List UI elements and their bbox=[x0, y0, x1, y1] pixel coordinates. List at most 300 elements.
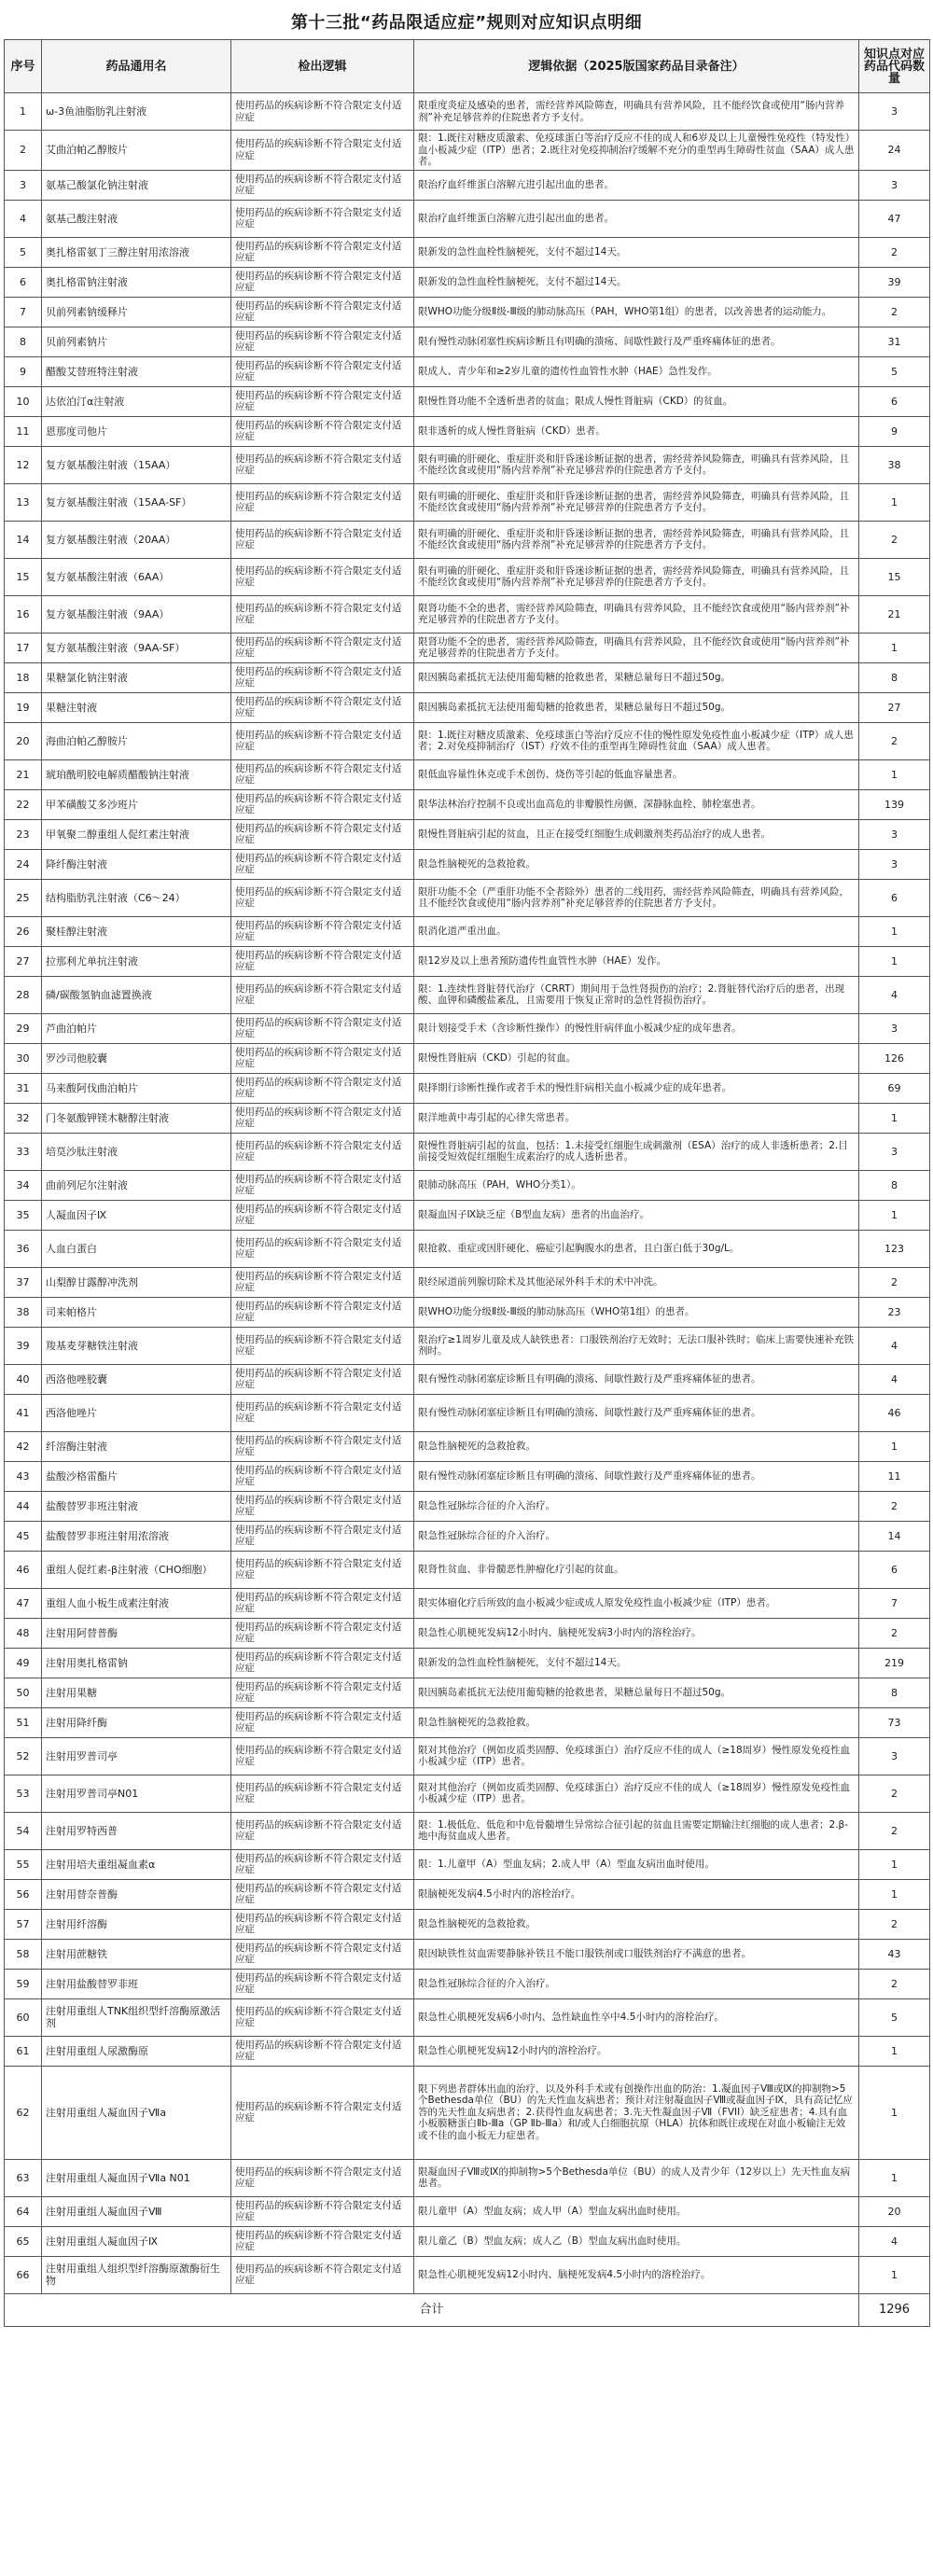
cell-seq: 64 bbox=[5, 2196, 42, 2226]
cell-basis: 限急性冠脉综合征的介入治疗。 bbox=[414, 1521, 859, 1551]
cell-drug-name: 山梨醇甘露醇冲洗剂 bbox=[42, 1267, 231, 1297]
cell-drug-name: 注射用重组人凝血因子Ⅶa bbox=[42, 2066, 231, 2159]
cell-logic: 使用药品的疾病诊断不符合限定支付适应症 bbox=[231, 297, 414, 327]
cell-drug-name: 氨基己酸注射液 bbox=[42, 200, 231, 237]
cell-basis: 限凝血因子Ⅸ缺乏症（B型血友病）患者的出血治疗。 bbox=[414, 1200, 859, 1230]
cell-seq: 13 bbox=[5, 483, 42, 521]
cell-count: 1 bbox=[859, 1200, 930, 1230]
table-row bbox=[5, 1073, 930, 1103]
cell-logic: 使用药品的疾病诊断不符合限定支付适应症 bbox=[231, 1879, 414, 1909]
cell-logic: 使用药品的疾病诊断不符合限定支付适应症 bbox=[231, 916, 414, 946]
cell-seq: 24 bbox=[5, 849, 42, 879]
cell-basis: 限洋地黄中毒引起的心律失常患者。 bbox=[414, 1103, 859, 1133]
cell-drug-name: 恩那度司他片 bbox=[42, 416, 231, 446]
cell-seq: 43 bbox=[5, 1461, 42, 1491]
cell-count: 3 bbox=[859, 1013, 930, 1043]
table-row bbox=[5, 131, 930, 171]
cell-count: 1 bbox=[859, 946, 930, 976]
cell-drug-name: 芦曲泊帕片 bbox=[42, 1013, 231, 1043]
cell-logic: 使用药品的疾病诊断不符合限定支付适应症 bbox=[231, 1812, 414, 1849]
table-row bbox=[5, 1588, 930, 1618]
cell-seq: 30 bbox=[5, 1043, 42, 1073]
total-row bbox=[5, 2293, 930, 2326]
table-row bbox=[5, 483, 930, 521]
cell-basis: 限治疗≥1周岁儿童及成人缺铁患者：口服铁剂治疗无效时；无法口服补铁时；临床上需要快速补充铁剂时。 bbox=[414, 1327, 859, 1364]
cell-basis: 限新发的急性血栓性脑梗死，支付不超过14天。 bbox=[414, 1648, 859, 1678]
table-row bbox=[5, 2066, 930, 2159]
cell-basis: 限急性心肌梗死发病12小时内、脑梗死发病4.5小时内的溶栓治疗。 bbox=[414, 2256, 859, 2293]
cell-seq: 40 bbox=[5, 1364, 42, 1394]
cell-basis: 限：1.极低危、低危和中危骨髓增生异常综合征引起的贫血且需要定期输注红细胞的成人患者；2.β-地中海贫血成人患者。 bbox=[414, 1812, 859, 1849]
cell-seq: 57 bbox=[5, 1909, 42, 1939]
cell-drug-name: 注射用纤溶酶 bbox=[42, 1909, 231, 1939]
cell-count: 9 bbox=[859, 416, 930, 446]
cell-count: 3 bbox=[859, 1133, 930, 1170]
table-row bbox=[5, 976, 930, 1013]
cell-count: 1 bbox=[859, 1103, 930, 1133]
cell-drug-name: 复方氨基酸注射液（20AA） bbox=[42, 521, 231, 558]
cell-drug-name: 盐酸替罗非班注射用浓溶液 bbox=[42, 1521, 231, 1551]
cell-seq: 37 bbox=[5, 1267, 42, 1297]
cell-seq: 29 bbox=[5, 1013, 42, 1043]
table-row bbox=[5, 297, 930, 327]
cell-basis: 限因胰岛素抵抗无法使用葡萄糖的抢救患者，果糖总量每日不超过50g。 bbox=[414, 692, 859, 722]
cell-seq: 47 bbox=[5, 1588, 42, 1618]
table-row bbox=[5, 1812, 930, 1849]
table-row bbox=[5, 1461, 930, 1491]
cell-seq: 32 bbox=[5, 1103, 42, 1133]
cell-seq: 14 bbox=[5, 521, 42, 558]
cell-drug-name: 达依泊汀α注射液 bbox=[42, 386, 231, 416]
cell-drug-name: 注射用降纤酶 bbox=[42, 1707, 231, 1737]
cell-count: 24 bbox=[859, 131, 930, 171]
cell-seq: 20 bbox=[5, 722, 42, 759]
cell-basis: 限WHO功能分级Ⅱ级-Ⅲ级的肺动脉高压（WHO第1组）的患者。 bbox=[414, 1297, 859, 1327]
cell-count: 5 bbox=[859, 356, 930, 386]
cell-count: 139 bbox=[859, 789, 930, 819]
cell-drug-name: 注射用阿替普酶 bbox=[42, 1618, 231, 1648]
table-row bbox=[5, 849, 930, 879]
table-row bbox=[5, 1707, 930, 1737]
cell-count: 4 bbox=[859, 1327, 930, 1364]
cell-drug-name: 重组人血小板生成素注射液 bbox=[42, 1588, 231, 1618]
cell-basis: 限慢性肾功能不全透析患者的贫血；限成人慢性肾脏病（CKD）的贫血。 bbox=[414, 386, 859, 416]
cell-drug-name: 海曲泊帕乙醇胺片 bbox=[42, 722, 231, 759]
cell-count: 15 bbox=[859, 558, 930, 595]
cell-drug-name: 甲苯磺酸艾多沙班片 bbox=[42, 789, 231, 819]
cell-drug-name: 马来酸阿伐曲泊帕片 bbox=[42, 1073, 231, 1103]
cell-drug-name: 复方氨基酸注射液（6AA） bbox=[42, 558, 231, 595]
cell-seq: 39 bbox=[5, 1327, 42, 1364]
cell-seq: 31 bbox=[5, 1073, 42, 1103]
cell-basis: 限：1.儿童甲（A）型血友病；2.成人甲（A）型血友病出血时使用。 bbox=[414, 1849, 859, 1879]
cell-logic: 使用药品的疾病诊断不符合限定支付适应症 bbox=[231, 1737, 414, 1775]
cell-count: 2 bbox=[859, 1969, 930, 1998]
cell-count: 69 bbox=[859, 1073, 930, 1103]
cell-logic: 使用药品的疾病诊断不符合限定支付适应症 bbox=[231, 2159, 414, 2196]
cell-count: 5 bbox=[859, 1998, 930, 2036]
cell-logic: 使用药品的疾病诊断不符合限定支付适应症 bbox=[231, 327, 414, 356]
cell-count: 1 bbox=[859, 2256, 930, 2293]
cell-seq: 3 bbox=[5, 170, 42, 200]
cell-basis: 限慢性肾脏病引起的贫血，包括：1.未接受红细胞生成刺激剂（ESA）治疗的成人非透析患者；2.目前接受短效促红细胞生成素治疗的成人透析患者。 bbox=[414, 1133, 859, 1170]
cell-logic: 使用药品的疾病诊断不符合限定支付适应症 bbox=[231, 416, 414, 446]
cell-seq: 53 bbox=[5, 1775, 42, 1812]
cell-logic: 使用药品的疾病诊断不符合限定支付适应症 bbox=[231, 1297, 414, 1327]
cell-logic: 使用药品的疾病诊断不符合限定支付适应症 bbox=[231, 1775, 414, 1812]
cell-drug-name: 注射用重组人凝血因子Ⅷ bbox=[42, 2196, 231, 2226]
cell-logic: 使用药品的疾病诊断不符合限定支付适应症 bbox=[231, 1170, 414, 1200]
table-row bbox=[5, 789, 930, 819]
cell-basis: 限：1.连续性肾脏替代治疗（CRRT）期间用于急性肾损伤的治疗；2.肾脏替代治疗后的患者，出现酸、血钾和磷酸盐紊乱，且需要用于恢复正常时的急性肾损伤治疗。 bbox=[414, 976, 859, 1013]
cell-basis: 限新发的急性血栓性脑梗死，支付不超过14天。 bbox=[414, 237, 859, 267]
cell-seq: 45 bbox=[5, 1521, 42, 1551]
table-row bbox=[5, 1431, 930, 1461]
cell-count: 1 bbox=[859, 2159, 930, 2196]
cell-seq: 7 bbox=[5, 297, 42, 327]
cell-drug-name: 琥珀酰明胶电解质醋酸钠注射液 bbox=[42, 759, 231, 789]
cell-basis: 限重度炎症及感染的患者，需经营养风险筛查，明确具有营养风险，且不能经饮食或使用“肠内营养剂”补充足够营养的住院患者方予支付。 bbox=[414, 93, 859, 131]
cell-basis: 限抢救、重症或因肝硬化、癌症引起胸腹水的患者，且白蛋白低于30g/L。 bbox=[414, 1230, 859, 1267]
cell-seq: 51 bbox=[5, 1707, 42, 1737]
cell-basis: 限治疗血纤维蛋白溶解亢进引起出血的患者。 bbox=[414, 170, 859, 200]
cell-basis: 限儿童甲（A）型血友病；成人甲（A）型血友病出血时使用。 bbox=[414, 2196, 859, 2226]
cell-count: 11 bbox=[859, 1461, 930, 1491]
cell-drug-name: 西洛他唑胶囊 bbox=[42, 1364, 231, 1394]
cell-seq: 33 bbox=[5, 1133, 42, 1170]
cell-drug-name: 门冬氨酸钾镁木糖醇注射液 bbox=[42, 1103, 231, 1133]
cell-logic: 使用药品的疾病诊断不符合限定支付适应症 bbox=[231, 1133, 414, 1170]
cell-drug-name: 注射用重组人凝血因子Ⅶa N01 bbox=[42, 2159, 231, 2196]
cell-basis: 限因胰岛素抵抗无法使用葡萄糖的抢救患者，果糖总量每日不超过50g。 bbox=[414, 662, 859, 692]
cell-basis: 限有明确的肝硬化、重症肝炎和肝昏迷诊断证据的患者，需经营养风险筛查，明确具有营养风险，且不能经饮食或使用“肠内营养剂”补充足够营养的住院患者方予支付。 bbox=[414, 521, 859, 558]
cell-drug-name: 注射用罗普司亭 bbox=[42, 1737, 231, 1775]
table-row bbox=[5, 1998, 930, 2036]
table-row bbox=[5, 819, 930, 849]
cell-count: 2 bbox=[859, 1909, 930, 1939]
cell-logic: 使用药品的疾病诊断不符合限定支付适应症 bbox=[231, 1364, 414, 1394]
cell-logic: 使用药品的疾病诊断不符合限定支付适应症 bbox=[231, 1707, 414, 1737]
cell-count: 4 bbox=[859, 1364, 930, 1394]
cell-count: 21 bbox=[859, 595, 930, 633]
cell-seq: 1 bbox=[5, 93, 42, 131]
cell-logic: 使用药品的疾病诊断不符合限定支付适应症 bbox=[231, 170, 414, 200]
cell-basis: 限成人、青少年和≥2岁儿童的遗传性血管性水肿（HAE）急性发作。 bbox=[414, 356, 859, 386]
cell-seq: 38 bbox=[5, 1297, 42, 1327]
cell-drug-name: 注射用培夫重组凝血素α bbox=[42, 1849, 231, 1879]
cell-seq: 10 bbox=[5, 386, 42, 416]
cell-count: 39 bbox=[859, 267, 930, 297]
cell-seq: 48 bbox=[5, 1618, 42, 1648]
table-row bbox=[5, 327, 930, 356]
cell-drug-name: 盐酸沙格雷酯片 bbox=[42, 1461, 231, 1491]
cell-drug-name: 磷/碳酸氢钠血滤置换液 bbox=[42, 976, 231, 1013]
cell-basis: 限经尿道前列腺切除术及其他泌尿外科手术的术中冲洗。 bbox=[414, 1267, 859, 1297]
cell-drug-name: 罗沙司他胶囊 bbox=[42, 1043, 231, 1073]
cell-drug-name: 果糖氯化钠注射液 bbox=[42, 662, 231, 692]
cell-logic: 使用药品的疾病诊断不符合限定支付适应症 bbox=[231, 2066, 414, 2159]
table-row bbox=[5, 1267, 930, 1297]
cell-logic: 使用药品的疾病诊断不符合限定支付适应症 bbox=[231, 1394, 414, 1431]
cell-basis: 限华法林治疗控制不良或出血高危的非瓣膜性房颤、深静脉血栓、肺栓塞患者。 bbox=[414, 789, 859, 819]
cell-count: 6 bbox=[859, 1551, 930, 1588]
cell-count: 2 bbox=[859, 521, 930, 558]
cell-logic: 使用药品的疾病诊断不符合限定支付适应症 bbox=[231, 1013, 414, 1043]
cell-logic: 使用药品的疾病诊断不符合限定支付适应症 bbox=[231, 976, 414, 1013]
cell-drug-name: 司来帕格片 bbox=[42, 1297, 231, 1327]
cell-count: 1 bbox=[859, 1879, 930, 1909]
cell-logic: 使用药品的疾病诊断不符合限定支付适应症 bbox=[231, 2226, 414, 2256]
cell-drug-name: 注射用重组人TNK组织型纤溶酶原激活剂 bbox=[42, 1998, 231, 2036]
cell-logic: 使用药品的疾病诊断不符合限定支付适应症 bbox=[231, 722, 414, 759]
cell-seq: 9 bbox=[5, 356, 42, 386]
cell-count: 4 bbox=[859, 976, 930, 1013]
cell-seq: 21 bbox=[5, 759, 42, 789]
cell-basis: 限儿童乙（B）型血友病；成人乙（B）型血友病出血时使用。 bbox=[414, 2226, 859, 2256]
cell-drug-name: 注射用罗特西普 bbox=[42, 1812, 231, 1849]
cell-count: 2 bbox=[859, 297, 930, 327]
table-row bbox=[5, 759, 930, 789]
table-row bbox=[5, 1043, 930, 1073]
cell-drug-name: 贝前列素钠片 bbox=[42, 327, 231, 356]
cell-basis: 限有慢性动脉闭塞性疾病诊断且有明确的溃疡、间歇性跛行及严重疼痛体征的患者。 bbox=[414, 327, 859, 356]
cell-count: 2 bbox=[859, 1775, 930, 1812]
cell-logic: 使用药品的疾病诊断不符合限定支付适应症 bbox=[231, 386, 414, 416]
cell-drug-name: 结构脂肪乳注射液（C6～24） bbox=[42, 879, 231, 916]
cell-logic: 使用药品的疾病诊断不符合限定支付适应症 bbox=[231, 267, 414, 297]
table-row bbox=[5, 946, 930, 976]
table-row bbox=[5, 1618, 930, 1648]
cell-logic: 使用药品的疾病诊断不符合限定支付适应症 bbox=[231, 237, 414, 267]
cell-seq: 22 bbox=[5, 789, 42, 819]
cell-seq: 50 bbox=[5, 1678, 42, 1707]
cell-drug-name: 复方氨基酸注射液（9AA） bbox=[42, 595, 231, 633]
cell-drug-name: 重组人促红素-β注射液（CHO细胞） bbox=[42, 1551, 231, 1588]
cell-basis: 限凝血因子Ⅷ或Ⅸ的抑制物>5个Bethesda单位（BU）的成人及青少年（12岁以上）先天性血友病患者。 bbox=[414, 2159, 859, 2196]
cell-count: 8 bbox=[859, 1170, 930, 1200]
cell-drug-name: 醋酸艾替班特注射液 bbox=[42, 356, 231, 386]
cell-count: 20 bbox=[859, 2196, 930, 2226]
cell-drug-name: 拉那利尤单抗注射液 bbox=[42, 946, 231, 976]
cell-basis: 限对其他治疗（例如皮质类固醇、免疫球蛋白）治疗反应不佳的成人（≥18周岁）慢性原发免疫性血小板减少症（ITP）患者。 bbox=[414, 1775, 859, 1812]
cell-logic: 使用药品的疾病诊断不符合限定支付适应症 bbox=[231, 1648, 414, 1678]
table-row bbox=[5, 1200, 930, 1230]
cell-logic: 使用药品的疾病诊断不符合限定支付适应症 bbox=[231, 1551, 414, 1588]
table-row bbox=[5, 170, 930, 200]
cell-seq: 16 bbox=[5, 595, 42, 633]
cell-drug-name: 人血白蛋白 bbox=[42, 1230, 231, 1267]
table-row bbox=[5, 1775, 930, 1812]
cell-drug-name: ω-3鱼油脂肪乳注射液 bbox=[42, 93, 231, 131]
cell-logic: 使用药品的疾病诊断不符合限定支付适应症 bbox=[231, 879, 414, 916]
cell-seq: 26 bbox=[5, 916, 42, 946]
cell-logic: 使用药品的疾病诊断不符合限定支付适应症 bbox=[231, 2036, 414, 2066]
cell-count: 2 bbox=[859, 1618, 930, 1648]
cell-count: 46 bbox=[859, 1394, 930, 1431]
cell-logic: 使用药品的疾病诊断不符合限定支付适应症 bbox=[231, 1998, 414, 2036]
drug-rules-table bbox=[4, 39, 930, 2327]
cell-logic: 使用药品的疾病诊断不符合限定支付适应症 bbox=[231, 1327, 414, 1364]
cell-logic: 使用药品的疾病诊断不符合限定支付适应症 bbox=[231, 1969, 414, 1998]
cell-seq: 2 bbox=[5, 131, 42, 171]
table-row bbox=[5, 558, 930, 595]
cell-count: 1 bbox=[859, 483, 930, 521]
cell-basis: 限有明确的肝硬化、重症肝炎和肝昏迷诊断证据的患者，需经营养风险筛查，明确具有营养风险，且不能经饮食或使用“肠内营养剂”补充足够营养的住院患者方予支付。 bbox=[414, 558, 859, 595]
table-row bbox=[5, 1678, 930, 1707]
cell-drug-name: 复方氨基酸注射液（15AA-SF） bbox=[42, 483, 231, 521]
cell-logic: 使用药品的疾病诊断不符合限定支付适应症 bbox=[231, 93, 414, 131]
cell-basis: 限计划接受手术（含诊断性操作）的慢性肝病伴血小板减少症的成年患者。 bbox=[414, 1013, 859, 1043]
cell-seq: 27 bbox=[5, 946, 42, 976]
cell-basis: 限实体瘤化疗后所致的血小板减少症或成人原发免疫性血小板减少症（ITP）患者。 bbox=[414, 1588, 859, 1618]
cell-basis: 限有明确的肝硬化、重症肝炎和肝昏迷诊断证据的患者，需经营养风险筛查，明确具有营养风险，且不能经饮食或使用“肠内营养剂”补充足够营养的住院患者方予支付。 bbox=[414, 446, 859, 483]
cell-basis: 限急性心肌梗死发病12小时内、脑梗死发病3小时内的溶栓治疗。 bbox=[414, 1618, 859, 1648]
cell-basis: 限肾性贫血、非骨髓恶性肿瘤化疗引起的贫血。 bbox=[414, 1551, 859, 1588]
table-row bbox=[5, 1849, 930, 1879]
cell-count: 43 bbox=[859, 1939, 930, 1969]
cell-count: 2 bbox=[859, 1812, 930, 1849]
cell-seq: 58 bbox=[5, 1939, 42, 1969]
cell-logic: 使用药品的疾病诊断不符合限定支付适应症 bbox=[231, 1521, 414, 1551]
cell-seq: 12 bbox=[5, 446, 42, 483]
cell-count: 3 bbox=[859, 93, 930, 131]
table-row bbox=[5, 2196, 930, 2226]
cell-drug-name: 注射用重组人尿激酶原 bbox=[42, 2036, 231, 2066]
cell-seq: 41 bbox=[5, 1394, 42, 1431]
cell-seq: 65 bbox=[5, 2226, 42, 2256]
cell-basis: 限：1.既往对糖皮质激素、免疫球蛋白等治疗反应不佳的慢性原发免疫性血小板减少症（ITP）成人患者；2.对免疫抑制治疗（IST）疗效不佳的重型再生障碍性贫血（SAA）成人患者。 bbox=[414, 722, 859, 759]
cell-logic: 使用药品的疾病诊断不符合限定支付适应症 bbox=[231, 1043, 414, 1073]
total-value: 1296 bbox=[859, 2293, 930, 2326]
cell-basis: 限有明确的肝硬化、重症肝炎和肝昏迷诊断证据的患者，需经营养风险筛查，明确具有营养风险，且不能经饮食或使用“肠内营养剂”补充足够营养的住院患者方予支付。 bbox=[414, 483, 859, 521]
table-row bbox=[5, 1013, 930, 1043]
cell-count: 6 bbox=[859, 386, 930, 416]
cell-seq: 17 bbox=[5, 633, 42, 662]
table-row bbox=[5, 1327, 930, 1364]
table-row bbox=[5, 1909, 930, 1939]
cell-seq: 52 bbox=[5, 1737, 42, 1775]
cell-count: 7 bbox=[859, 1588, 930, 1618]
cell-logic: 使用药品的疾病诊断不符合限定支付适应症 bbox=[231, 1491, 414, 1521]
cell-count: 2 bbox=[859, 1491, 930, 1521]
cell-logic: 使用药品的疾病诊断不符合限定支付适应症 bbox=[231, 1849, 414, 1879]
cell-seq: 62 bbox=[5, 2066, 42, 2159]
cell-count: 1 bbox=[859, 2066, 930, 2159]
header-drug-name: 药品通用名 bbox=[42, 40, 231, 93]
cell-basis: 限慢性肾脏病（CKD）引起的贫血。 bbox=[414, 1043, 859, 1073]
cell-count: 31 bbox=[859, 327, 930, 356]
cell-basis: 限急性冠脉综合征的介入治疗。 bbox=[414, 1969, 859, 1998]
header-row bbox=[5, 40, 930, 93]
cell-basis: 限对其他治疗（例如皮质类固醇、免疫球蛋白）治疗反应不佳的成人（≥18周岁）慢性原发免疫性血小板减少症（ITP）患者。 bbox=[414, 1737, 859, 1775]
cell-seq: 36 bbox=[5, 1230, 42, 1267]
cell-basis: 限急性脑梗死的急救抢救。 bbox=[414, 1909, 859, 1939]
cell-basis: 限急性脑梗死的急救抢救。 bbox=[414, 1431, 859, 1461]
cell-logic: 使用药品的疾病诊断不符合限定支付适应症 bbox=[231, 789, 414, 819]
cell-drug-name: 甲氧聚二醇重组人促红素注射液 bbox=[42, 819, 231, 849]
cell-logic: 使用药品的疾病诊断不符合限定支付适应症 bbox=[231, 1073, 414, 1103]
cell-drug-name: 培莫沙肽注射液 bbox=[42, 1133, 231, 1170]
table-row bbox=[5, 916, 930, 946]
cell-count: 2 bbox=[859, 722, 930, 759]
cell-drug-name: 氨基己酸氯化钠注射液 bbox=[42, 170, 231, 200]
cell-basis: 限急性心肌梗死发病6小时内、急性缺血性卒中4.5小时内的溶栓治疗。 bbox=[414, 1998, 859, 2036]
header-seq: 序号 bbox=[5, 40, 42, 93]
cell-seq: 23 bbox=[5, 819, 42, 849]
cell-logic: 使用药品的疾病诊断不符合限定支付适应症 bbox=[231, 1678, 414, 1707]
cell-drug-name: 聚桂醇注射液 bbox=[42, 916, 231, 946]
cell-count: 3 bbox=[859, 849, 930, 879]
table-row bbox=[5, 1879, 930, 1909]
cell-logic: 使用药品的疾病诊断不符合限定支付适应症 bbox=[231, 595, 414, 633]
cell-drug-name: 降纤酶注射液 bbox=[42, 849, 231, 879]
cell-drug-name: 注射用重组人凝血因子Ⅸ bbox=[42, 2226, 231, 2256]
cell-basis: 限消化道严重出血。 bbox=[414, 916, 859, 946]
cell-logic: 使用药品的疾病诊断不符合限定支付适应症 bbox=[231, 1200, 414, 1230]
table-body bbox=[5, 93, 930, 2294]
cell-drug-name: 注射用盐酸替罗非班 bbox=[42, 1969, 231, 1998]
table-row bbox=[5, 386, 930, 416]
cell-logic: 使用药品的疾病诊断不符合限定支付适应症 bbox=[231, 558, 414, 595]
cell-count: 123 bbox=[859, 1230, 930, 1267]
cell-seq: 54 bbox=[5, 1812, 42, 1849]
cell-logic: 使用药品的疾病诊断不符合限定支付适应症 bbox=[231, 521, 414, 558]
cell-seq: 25 bbox=[5, 879, 42, 916]
cell-basis: 限有慢性动脉闭塞症诊断且有明确的溃疡、间歇性跛行及严重疼痛体征的患者。 bbox=[414, 1364, 859, 1394]
table-row bbox=[5, 1969, 930, 1998]
cell-basis: 限治疗血纤维蛋白溶解亢进引起出血的患者。 bbox=[414, 200, 859, 237]
cell-basis: 限有慢性动脉闭塞症诊断且有明确的溃疡、间歇性跛行及严重疼痛体征的患者。 bbox=[414, 1394, 859, 1431]
header-logic: 检出逻辑 bbox=[231, 40, 414, 93]
table-row bbox=[5, 595, 930, 633]
cell-count: 73 bbox=[859, 1707, 930, 1737]
cell-seq: 34 bbox=[5, 1170, 42, 1200]
cell-drug-name: 人凝血因子Ⅸ bbox=[42, 1200, 231, 1230]
table-row bbox=[5, 692, 930, 722]
cell-count: 38 bbox=[859, 446, 930, 483]
cell-count: 2 bbox=[859, 237, 930, 267]
cell-count: 3 bbox=[859, 1737, 930, 1775]
cell-logic: 使用药品的疾病诊断不符合限定支付适应症 bbox=[231, 200, 414, 237]
cell-seq: 46 bbox=[5, 1551, 42, 1588]
cell-logic: 使用药品的疾病诊断不符合限定支付适应症 bbox=[231, 819, 414, 849]
cell-drug-name: 复方氨基酸注射液（9AA-SF） bbox=[42, 633, 231, 662]
cell-seq: 56 bbox=[5, 1879, 42, 1909]
cell-basis: 限肾功能不全的患者，需经营养风险筛查，明确具有营养风险，且不能经饮食或使用“肠内营养剂”补充足够营养的住院患者方予支付。 bbox=[414, 633, 859, 662]
cell-count: 1 bbox=[859, 759, 930, 789]
cell-count: 47 bbox=[859, 200, 930, 237]
cell-basis: 限急性冠脉综合征的介入治疗。 bbox=[414, 1491, 859, 1521]
cell-seq: 18 bbox=[5, 662, 42, 692]
cell-logic: 使用药品的疾病诊断不符合限定支付适应症 bbox=[231, 692, 414, 722]
cell-drug-name: 注射用替奈普酶 bbox=[42, 1879, 231, 1909]
cell-basis: 限因缺铁性贫血需要静脉补铁且不能口服铁剂或口服铁剂治疗不满意的患者。 bbox=[414, 1939, 859, 1969]
cell-drug-name: 盐酸替罗非班注射液 bbox=[42, 1491, 231, 1521]
cell-basis: 限慢性肾脏病引起的贫血，且正在接受红细胞生成刺激剂类药品治疗的成人患者。 bbox=[414, 819, 859, 849]
cell-basis: 限非透析的成人慢性肾脏病（CKD）患者。 bbox=[414, 416, 859, 446]
cell-logic: 使用药品的疾病诊断不符合限定支付适应症 bbox=[231, 849, 414, 879]
total-label: 合计 bbox=[5, 2293, 859, 2326]
cell-seq: 61 bbox=[5, 2036, 42, 2066]
table-row bbox=[5, 1394, 930, 1431]
table-row bbox=[5, 722, 930, 759]
cell-drug-name: 注射用奥扎格雷钠 bbox=[42, 1648, 231, 1678]
table-row bbox=[5, 1170, 930, 1200]
cell-seq: 28 bbox=[5, 976, 42, 1013]
cell-basis: 限有慢性动脉闭塞症诊断且有明确的溃疡、间歇性跛行及严重疼痛体征的患者。 bbox=[414, 1461, 859, 1491]
cell-seq: 59 bbox=[5, 1969, 42, 1998]
cell-seq: 49 bbox=[5, 1648, 42, 1678]
